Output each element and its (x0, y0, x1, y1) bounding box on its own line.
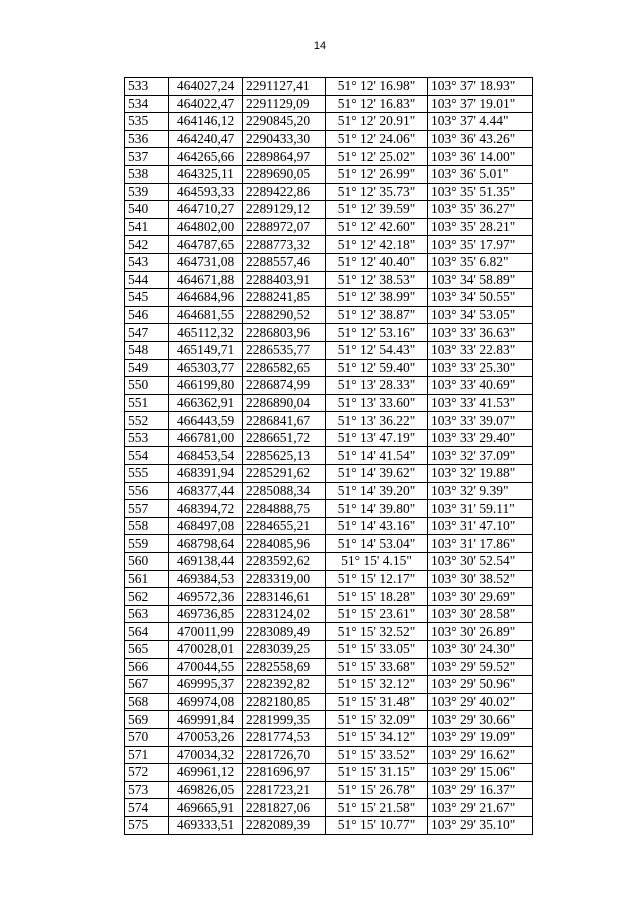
x-coordinate-cell: 464671,88 (169, 271, 243, 289)
point-number-cell: 571 (125, 746, 169, 764)
table-row (125, 324, 533, 342)
longitude-cell: 103° 37' 18.93" (428, 78, 533, 96)
point-number-cell: 556 (125, 482, 169, 500)
point-number-cell: 554 (125, 447, 169, 465)
point-number-cell: 540 (125, 201, 169, 219)
y-coordinate-cell: 2283089,49 (243, 623, 326, 641)
y-coordinate-cell: 2289690,05 (243, 165, 326, 183)
latitude-cell: 51° 12' 38.53" (326, 271, 428, 289)
y-coordinate-cell: 2286803,96 (243, 324, 326, 342)
longitude-cell: 103° 32' 9.39" (428, 482, 533, 500)
point-number-cell: 541 (125, 218, 169, 236)
y-coordinate-cell: 2283124,02 (243, 605, 326, 623)
x-coordinate-cell: 469333,51 (169, 816, 243, 834)
y-coordinate-cell: 2286841,67 (243, 412, 326, 430)
y-coordinate-cell: 2281999,35 (243, 711, 326, 729)
latitude-cell: 51° 14' 39.62" (326, 465, 428, 483)
x-coordinate-cell: 464681,55 (169, 306, 243, 324)
point-number-cell: 538 (125, 165, 169, 183)
latitude-cell: 51° 15' 10.77" (326, 816, 428, 834)
y-coordinate-cell: 2289129,12 (243, 201, 326, 219)
latitude-cell: 51° 15' 18.28" (326, 588, 428, 606)
longitude-cell: 103° 37' 19.01" (428, 95, 533, 113)
longitude-cell: 103° 35' 36.27" (428, 201, 533, 219)
latitude-cell: 51° 15' 32.52" (326, 623, 428, 641)
x-coordinate-cell: 470044,55 (169, 658, 243, 676)
y-coordinate-cell: 2289422,86 (243, 183, 326, 201)
longitude-cell: 103° 36' 14.00" (428, 148, 533, 166)
point-number-cell: 539 (125, 183, 169, 201)
y-coordinate-cell: 2285291,62 (243, 465, 326, 483)
table-row (125, 218, 533, 236)
y-coordinate-cell: 2288557,46 (243, 253, 326, 271)
x-coordinate-cell: 469826,05 (169, 781, 243, 799)
latitude-cell: 51° 12' 16.83" (326, 95, 428, 113)
point-number-cell: 566 (125, 658, 169, 676)
y-coordinate-cell: 2286535,77 (243, 341, 326, 359)
point-number-cell: 548 (125, 341, 169, 359)
point-number-cell: 568 (125, 693, 169, 711)
table-row (125, 570, 533, 588)
table-row (125, 377, 533, 395)
table-row (125, 289, 533, 307)
latitude-cell: 51° 13' 47.19" (326, 429, 428, 447)
point-number-cell: 553 (125, 429, 169, 447)
longitude-cell: 103° 34' 58.89" (428, 271, 533, 289)
point-number-cell: 552 (125, 412, 169, 430)
x-coordinate-cell: 464593,33 (169, 183, 243, 201)
x-coordinate-cell: 464027,24 (169, 78, 243, 96)
longitude-cell: 103° 29' 35.10" (428, 816, 533, 834)
point-number-cell: 560 (125, 553, 169, 571)
latitude-cell: 51° 12' 42.18" (326, 236, 428, 254)
x-coordinate-cell: 465149,71 (169, 341, 243, 359)
point-number-cell: 537 (125, 148, 169, 166)
table-row (125, 764, 533, 782)
point-number-cell: 551 (125, 394, 169, 412)
longitude-cell: 103° 29' 16.62" (428, 746, 533, 764)
table-row (125, 482, 533, 500)
table-row (125, 588, 533, 606)
x-coordinate-cell: 468394,72 (169, 500, 243, 518)
latitude-cell: 51° 14' 39.20" (326, 482, 428, 500)
table-row (125, 553, 533, 571)
point-number-cell: 575 (125, 816, 169, 834)
x-coordinate-cell: 465303,77 (169, 359, 243, 377)
point-number-cell: 565 (125, 641, 169, 659)
longitude-cell: 103° 31' 59.11" (428, 500, 533, 518)
table-row (125, 113, 533, 131)
y-coordinate-cell: 2286874,99 (243, 377, 326, 395)
latitude-cell: 51° 12' 20.91" (326, 113, 428, 131)
longitude-cell: 103° 30' 26.89" (428, 623, 533, 641)
y-coordinate-cell: 2288972,07 (243, 218, 326, 236)
longitude-cell: 103° 35' 6.82" (428, 253, 533, 271)
longitude-cell: 103° 29' 19.09" (428, 728, 533, 746)
longitude-cell: 103° 33' 39.07" (428, 412, 533, 430)
table-row (125, 799, 533, 817)
point-number-cell: 558 (125, 517, 169, 535)
point-number-cell: 547 (125, 324, 169, 342)
latitude-cell: 51° 12' 24.06" (326, 130, 428, 148)
y-coordinate-cell: 2281723,21 (243, 781, 326, 799)
longitude-cell: 103° 35' 17.97" (428, 236, 533, 254)
x-coordinate-cell: 464802,00 (169, 218, 243, 236)
x-coordinate-cell: 469736,85 (169, 605, 243, 623)
latitude-cell: 51° 15' 4.15" (326, 553, 428, 571)
point-number-cell: 569 (125, 711, 169, 729)
latitude-cell: 51° 12' 42.60" (326, 218, 428, 236)
latitude-cell: 51° 15' 33.68" (326, 658, 428, 676)
table-row (125, 95, 533, 113)
table-row (125, 236, 533, 254)
x-coordinate-cell: 466443,59 (169, 412, 243, 430)
y-coordinate-cell: 2288290,52 (243, 306, 326, 324)
latitude-cell: 51° 14' 43.16" (326, 517, 428, 535)
table-row (125, 500, 533, 518)
y-coordinate-cell: 2285088,34 (243, 482, 326, 500)
table-row (125, 658, 533, 676)
coordinates-table (124, 77, 533, 835)
table-row (125, 183, 533, 201)
y-coordinate-cell: 2291129,09 (243, 95, 326, 113)
x-coordinate-cell: 470053,26 (169, 728, 243, 746)
x-coordinate-cell: 469572,36 (169, 588, 243, 606)
x-coordinate-cell: 470011,99 (169, 623, 243, 641)
longitude-cell: 103° 33' 29.40" (428, 429, 533, 447)
point-number-cell: 557 (125, 500, 169, 518)
x-coordinate-cell: 464022,47 (169, 95, 243, 113)
x-coordinate-cell: 465112,32 (169, 324, 243, 342)
point-number-cell: 550 (125, 377, 169, 395)
latitude-cell: 51° 15' 32.12" (326, 676, 428, 694)
point-number-cell: 545 (125, 289, 169, 307)
table-row (125, 711, 533, 729)
y-coordinate-cell: 2288773,32 (243, 236, 326, 254)
latitude-cell: 51° 12' 59.40" (326, 359, 428, 377)
table-row (125, 746, 533, 764)
y-coordinate-cell: 2283319,00 (243, 570, 326, 588)
x-coordinate-cell: 470034,32 (169, 746, 243, 764)
point-number-cell: 549 (125, 359, 169, 377)
table-row (125, 535, 533, 553)
longitude-cell: 103° 37' 4.44" (428, 113, 533, 131)
point-number-cell: 563 (125, 605, 169, 623)
longitude-cell: 103° 36' 5.01" (428, 165, 533, 183)
x-coordinate-cell: 464146,12 (169, 113, 243, 131)
longitude-cell: 103° 30' 38.52" (428, 570, 533, 588)
latitude-cell: 51° 12' 39.59" (326, 201, 428, 219)
x-coordinate-cell: 468453,54 (169, 447, 243, 465)
longitude-cell: 103° 32' 37.09" (428, 447, 533, 465)
longitude-cell: 103° 31' 47.10" (428, 517, 533, 535)
table-row (125, 271, 533, 289)
x-coordinate-cell: 469665,91 (169, 799, 243, 817)
longitude-cell: 103° 33' 36.63" (428, 324, 533, 342)
latitude-cell: 51° 13' 36.22" (326, 412, 428, 430)
x-coordinate-cell: 469995,37 (169, 676, 243, 694)
point-number-cell: 555 (125, 465, 169, 483)
latitude-cell: 51° 15' 12.17" (326, 570, 428, 588)
y-coordinate-cell: 2282180,85 (243, 693, 326, 711)
table-row (125, 517, 533, 535)
longitude-cell: 103° 33' 22.83" (428, 341, 533, 359)
point-number-cell: 542 (125, 236, 169, 254)
y-coordinate-cell: 2283592,62 (243, 553, 326, 571)
table-row (125, 429, 533, 447)
table-row (125, 130, 533, 148)
point-number-cell: 573 (125, 781, 169, 799)
latitude-cell: 51° 12' 16.98" (326, 78, 428, 96)
y-coordinate-cell: 2282392,82 (243, 676, 326, 694)
point-number-cell: 534 (125, 95, 169, 113)
latitude-cell: 51° 14' 53.04" (326, 535, 428, 553)
latitude-cell: 51° 12' 53.16" (326, 324, 428, 342)
point-number-cell: 546 (125, 306, 169, 324)
longitude-cell: 103° 29' 40.02" (428, 693, 533, 711)
longitude-cell: 103° 35' 51.35" (428, 183, 533, 201)
longitude-cell: 103° 30' 28.58" (428, 605, 533, 623)
latitude-cell: 51° 12' 54.43" (326, 341, 428, 359)
latitude-cell: 51° 15' 31.15" (326, 764, 428, 782)
x-coordinate-cell: 468391,94 (169, 465, 243, 483)
latitude-cell: 51° 15' 34.12" (326, 728, 428, 746)
table-row (125, 728, 533, 746)
x-coordinate-cell: 464710,27 (169, 201, 243, 219)
point-number-cell: 570 (125, 728, 169, 746)
x-coordinate-cell: 466362,91 (169, 394, 243, 412)
y-coordinate-cell: 2289864,97 (243, 148, 326, 166)
point-number-cell: 559 (125, 535, 169, 553)
table-row (125, 341, 533, 359)
point-number-cell: 535 (125, 113, 169, 131)
latitude-cell: 51° 15' 23.61" (326, 605, 428, 623)
y-coordinate-cell: 2281827,06 (243, 799, 326, 817)
x-coordinate-cell: 464787,65 (169, 236, 243, 254)
y-coordinate-cell: 2283146,61 (243, 588, 326, 606)
latitude-cell: 51° 12' 38.99" (326, 289, 428, 307)
x-coordinate-cell: 466199,80 (169, 377, 243, 395)
longitude-cell: 103° 35' 28.21" (428, 218, 533, 236)
point-number-cell: 562 (125, 588, 169, 606)
x-coordinate-cell: 468377,44 (169, 482, 243, 500)
point-number-cell: 574 (125, 799, 169, 817)
latitude-cell: 51° 12' 26.99" (326, 165, 428, 183)
longitude-cell: 103° 33' 41.53" (428, 394, 533, 412)
y-coordinate-cell: 2286890,04 (243, 394, 326, 412)
latitude-cell: 51° 12' 35.73" (326, 183, 428, 201)
table-row (125, 201, 533, 219)
y-coordinate-cell: 2283039,25 (243, 641, 326, 659)
y-coordinate-cell: 2286651,72 (243, 429, 326, 447)
latitude-cell: 51° 15' 31.48" (326, 693, 428, 711)
longitude-cell: 103° 34' 50.55" (428, 289, 533, 307)
table-row (125, 148, 533, 166)
table-row (125, 412, 533, 430)
x-coordinate-cell: 466781,00 (169, 429, 243, 447)
table-row (125, 359, 533, 377)
longitude-cell: 103° 29' 59.52" (428, 658, 533, 676)
table-row (125, 165, 533, 183)
table-row (125, 816, 533, 834)
y-coordinate-cell: 2284655,21 (243, 517, 326, 535)
coordinates-table-body (125, 78, 533, 835)
point-number-cell: 567 (125, 676, 169, 694)
x-coordinate-cell: 464684,96 (169, 289, 243, 307)
x-coordinate-cell: 470028,01 (169, 641, 243, 659)
point-number-cell: 543 (125, 253, 169, 271)
y-coordinate-cell: 2288403,91 (243, 271, 326, 289)
longitude-cell: 103° 33' 40.69" (428, 377, 533, 395)
latitude-cell: 51° 15' 33.52" (326, 746, 428, 764)
point-number-cell: 533 (125, 78, 169, 96)
y-coordinate-cell: 2290433,30 (243, 130, 326, 148)
longitude-cell: 103° 29' 50.96" (428, 676, 533, 694)
longitude-cell: 103° 34' 53.05" (428, 306, 533, 324)
y-coordinate-cell: 2281726,70 (243, 746, 326, 764)
latitude-cell: 51° 15' 26.78" (326, 781, 428, 799)
x-coordinate-cell: 464325,11 (169, 165, 243, 183)
table-row (125, 253, 533, 271)
x-coordinate-cell: 468798,64 (169, 535, 243, 553)
table-row (125, 676, 533, 694)
longitude-cell: 103° 30' 29.69" (428, 588, 533, 606)
y-coordinate-cell: 2281774,53 (243, 728, 326, 746)
longitude-cell: 103° 29' 15.06" (428, 764, 533, 782)
table-row (125, 78, 533, 96)
table-row (125, 605, 533, 623)
latitude-cell: 51° 15' 33.05" (326, 641, 428, 659)
y-coordinate-cell: 2286582,65 (243, 359, 326, 377)
latitude-cell: 51° 12' 40.40" (326, 253, 428, 271)
table-row (125, 394, 533, 412)
table-row (125, 693, 533, 711)
longitude-cell: 103° 30' 24.30" (428, 641, 533, 659)
y-coordinate-cell: 2281696,97 (243, 764, 326, 782)
longitude-cell: 103° 31' 17.86" (428, 535, 533, 553)
x-coordinate-cell: 469991,84 (169, 711, 243, 729)
table-row (125, 447, 533, 465)
latitude-cell: 51° 15' 32.09" (326, 711, 428, 729)
latitude-cell: 51° 14' 41.54" (326, 447, 428, 465)
page-number: 14 (313, 40, 327, 52)
point-number-cell: 561 (125, 570, 169, 588)
x-coordinate-cell: 464265,66 (169, 148, 243, 166)
longitude-cell: 103° 32' 19.88" (428, 465, 533, 483)
point-number-cell: 564 (125, 623, 169, 641)
x-coordinate-cell: 464240,47 (169, 130, 243, 148)
longitude-cell: 103° 30' 52.54" (428, 553, 533, 571)
latitude-cell: 51° 15' 21.58" (326, 799, 428, 817)
latitude-cell: 51° 12' 25.02" (326, 148, 428, 166)
latitude-cell: 51° 12' 38.87" (326, 306, 428, 324)
longitude-cell: 103° 33' 25.30" (428, 359, 533, 377)
longitude-cell: 103° 36' 43.26" (428, 130, 533, 148)
table-row (125, 306, 533, 324)
x-coordinate-cell: 468497,08 (169, 517, 243, 535)
point-number-cell: 572 (125, 764, 169, 782)
table-row (125, 623, 533, 641)
y-coordinate-cell: 2284888,75 (243, 500, 326, 518)
longitude-cell: 103° 29' 30.66" (428, 711, 533, 729)
y-coordinate-cell: 2291127,41 (243, 78, 326, 96)
point-number-cell: 544 (125, 271, 169, 289)
longitude-cell: 103° 29' 16.37" (428, 781, 533, 799)
table-row (125, 465, 533, 483)
table-row (125, 641, 533, 659)
x-coordinate-cell: 469974,08 (169, 693, 243, 711)
latitude-cell: 51° 13' 28.33" (326, 377, 428, 395)
x-coordinate-cell: 464731,08 (169, 253, 243, 271)
x-coordinate-cell: 469961,12 (169, 764, 243, 782)
longitude-cell: 103° 29' 21.67" (428, 799, 533, 817)
table-row (125, 781, 533, 799)
y-coordinate-cell: 2282089,39 (243, 816, 326, 834)
y-coordinate-cell: 2284085,96 (243, 535, 326, 553)
y-coordinate-cell: 2285625,13 (243, 447, 326, 465)
y-coordinate-cell: 2290845,20 (243, 113, 326, 131)
y-coordinate-cell: 2282558,69 (243, 658, 326, 676)
latitude-cell: 51° 13' 33.60" (326, 394, 428, 412)
y-coordinate-cell: 2288241,85 (243, 289, 326, 307)
point-number-cell: 536 (125, 130, 169, 148)
latitude-cell: 51° 14' 39.80" (326, 500, 428, 518)
x-coordinate-cell: 469138,44 (169, 553, 243, 571)
x-coordinate-cell: 469384,53 (169, 570, 243, 588)
